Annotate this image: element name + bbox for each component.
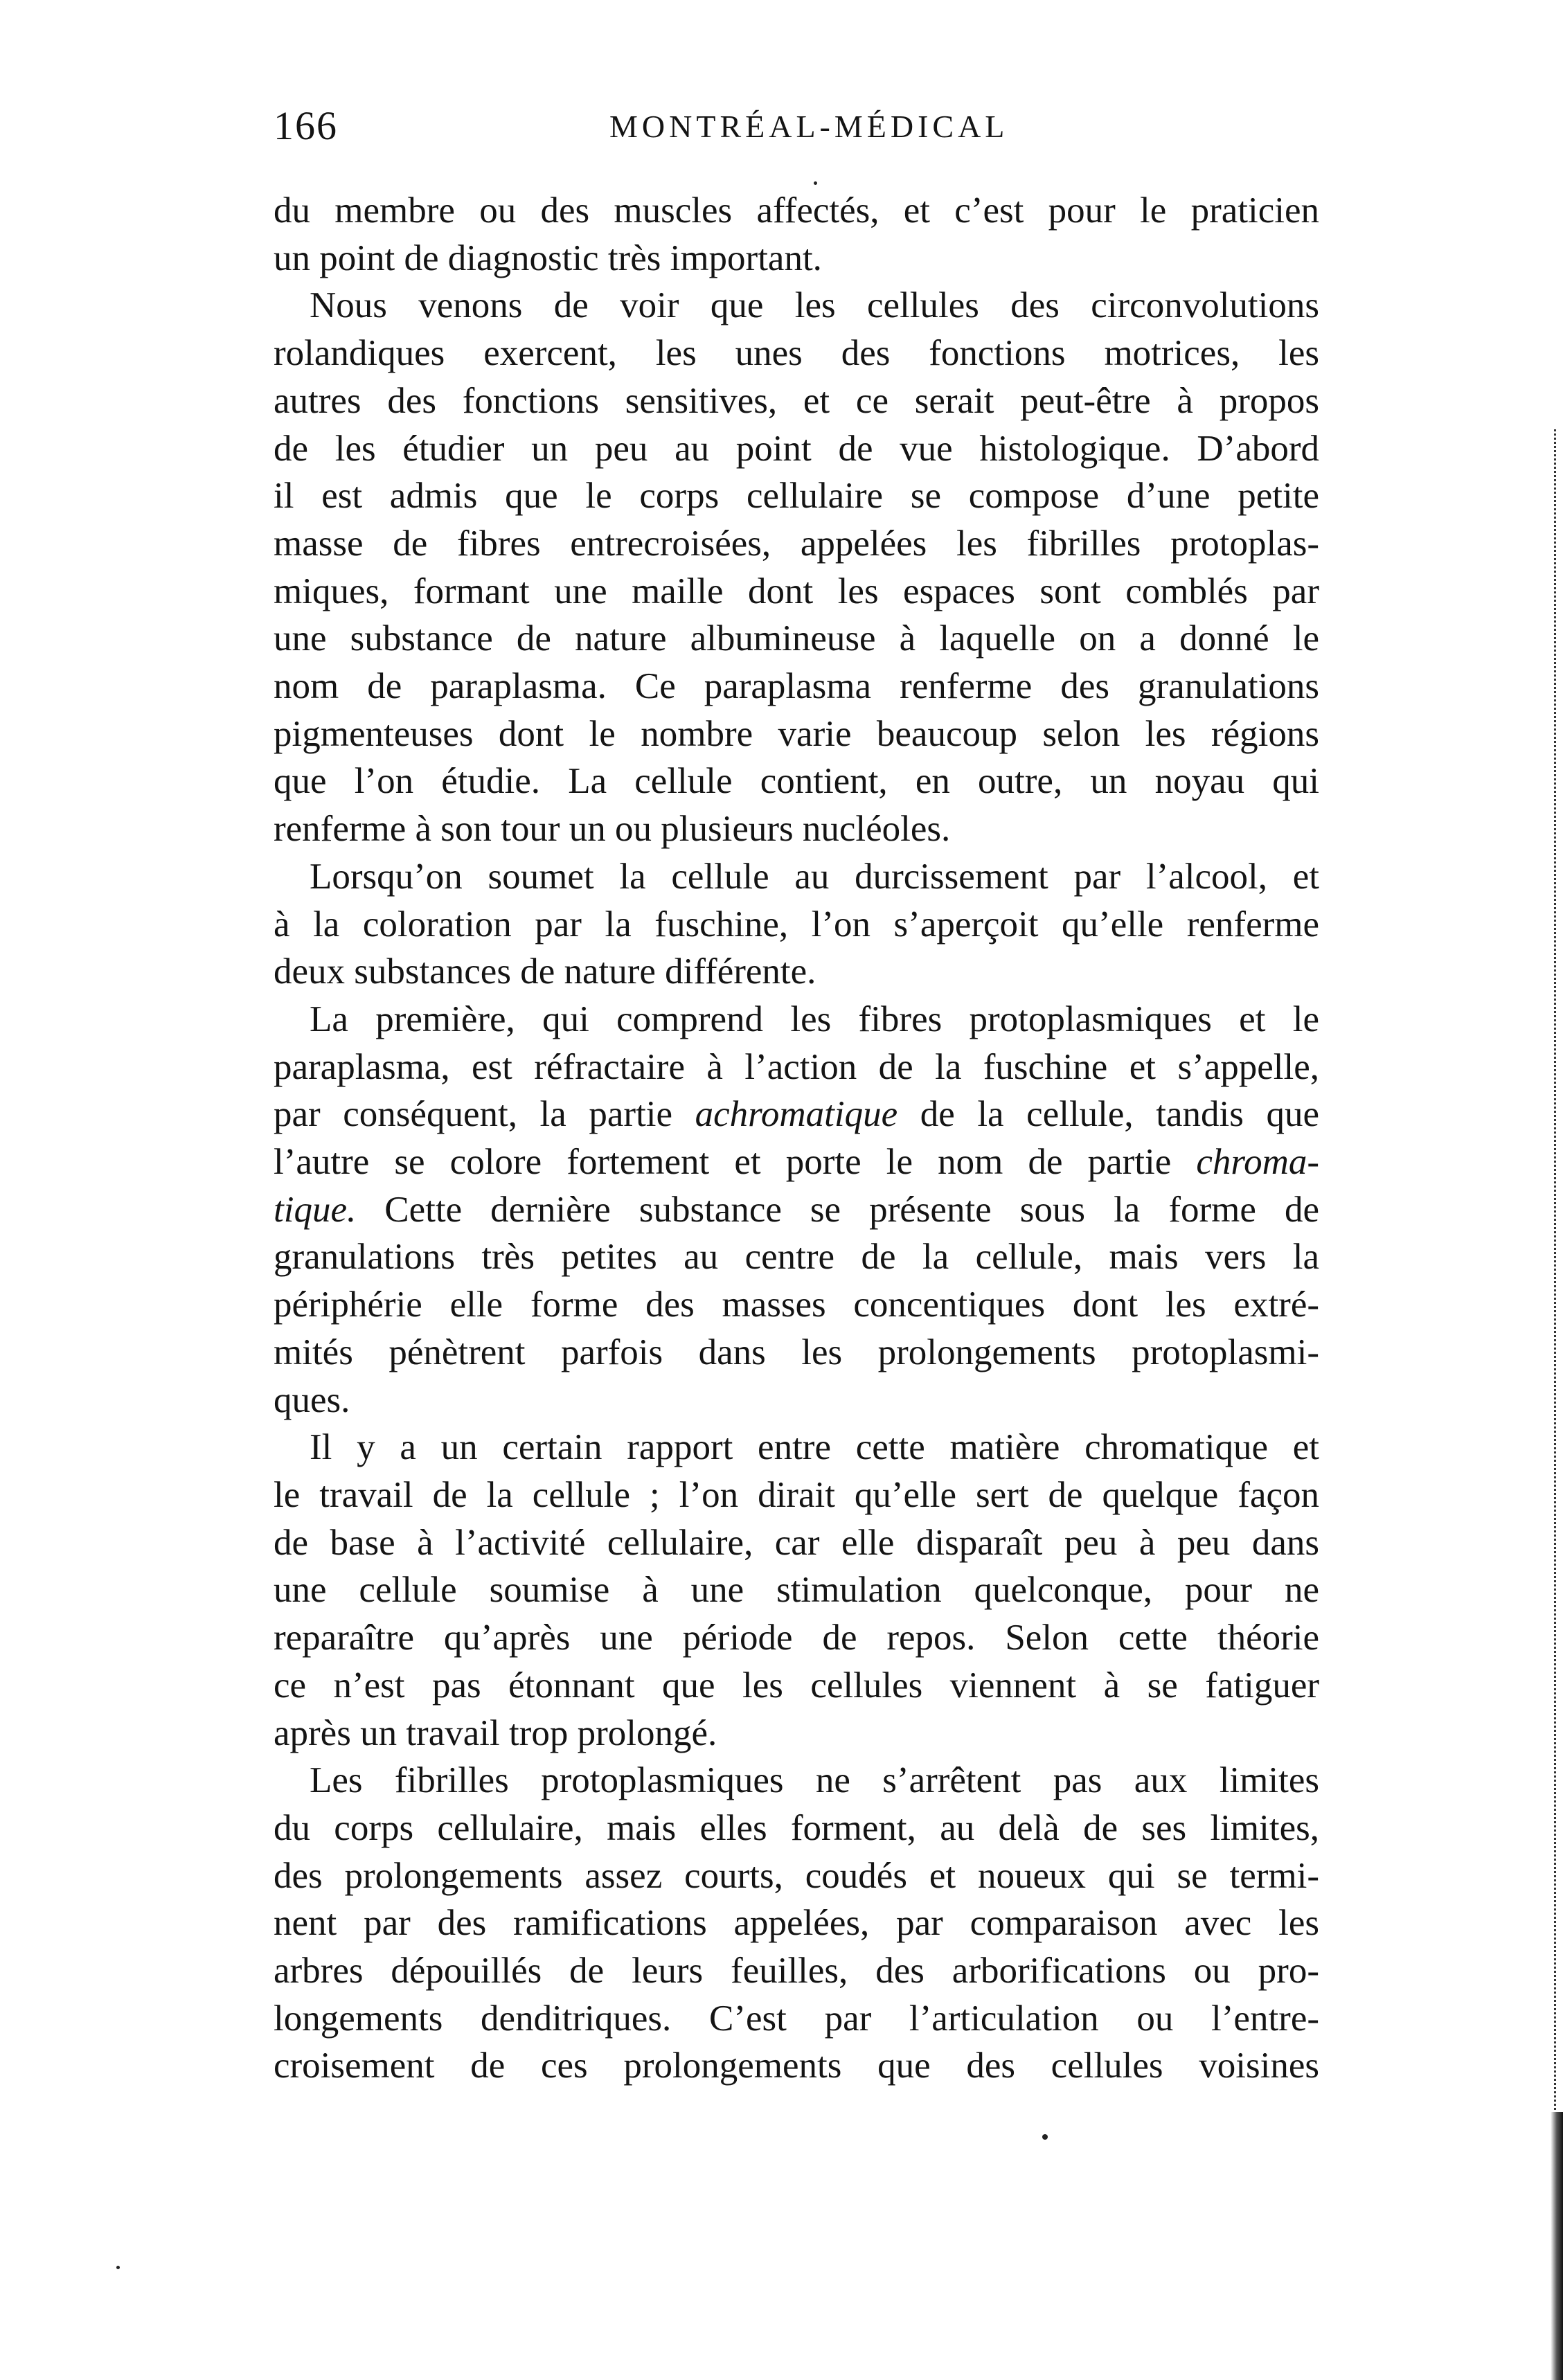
text-line: autres des fonctions sensitives, et ce serait peut-être à propos <box>274 380 1319 421</box>
text-line: La première, qui comprend les fibres protoplasmiques et le <box>310 999 1319 1039</box>
text-line: pigmenteuses dont le nombre varie beaucoup selon les régions <box>274 713 1319 754</box>
text-line: que l’on étudie. La cellule contient, en outre, un noyau qui <box>274 761 1319 802</box>
text-line: périphérie elle forme des masses concentiques dont les extré- <box>274 1285 1319 1325</box>
text-line: tique. Cette dernière substance se présente sous la forme de <box>274 1189 1319 1230</box>
text-line: une cellule soumise à une stimulation quelconque, pour ne <box>274 1570 1319 1611</box>
text-line: ce n’est pas étonnant que les cellules viennent à se fatiguer <box>274 1665 1319 1706</box>
text-line: l’autre se colore fortement et porte le nom de partie chroma- <box>274 1142 1319 1183</box>
text-line: Les fibrilles protoplasmiques ne s’arrêtent pas aux limites <box>310 1760 1319 1801</box>
text-line: paraplasma, est réfractaire à l’action de la fuschine et s’appelle, <box>274 1046 1319 1087</box>
text-line: du corps cellulaire, mais elles forment, au delà de ses limites, <box>274 1807 1319 1848</box>
ink-speck <box>814 181 817 185</box>
text-line: granulations très petites au centre de la cellule, mais vers la <box>274 1237 1319 1278</box>
ink-speck <box>116 2266 120 2269</box>
text-line: par conséquent, la partie achromatique de la cellule, tandis que <box>274 1094 1319 1135</box>
text-line: après un travail trop prolongé. <box>274 1712 717 1753</box>
text-line: arbres dépouillés de leurs feuilles, des arborifications ou pro- <box>274 1951 1319 1992</box>
text-line: mités pénètrent parfois dans les prolongements protoplasmi- <box>274 1332 1319 1372</box>
text-line: nom de paraplasma. Ce paraplasma renferme des granulations <box>274 666 1319 707</box>
text-line: renferme à son tour un ou plusieurs nucléoles. <box>274 809 951 850</box>
text-line: nent par des ramifications appelées, par comparaison avec les <box>274 1903 1319 1944</box>
text-line: rolandiques exercent, les unes des fonctions motrices, les <box>274 333 1319 374</box>
text-line: le travail de la cellule ; l’on dirait qu’elle sert de quelque façon <box>274 1474 1319 1515</box>
text-line: de base à l’activité cellulaire, car elle disparaît peu à peu dans <box>274 1522 1319 1563</box>
text-line: il est admis que le corps cellulaire se compose d’une petite <box>274 476 1319 517</box>
text-line: deux substances de nature différente. <box>274 951 816 992</box>
ink-speck <box>1042 2134 1048 2140</box>
running-head: MONTRÉAL-MÉDICAL <box>609 109 1009 144</box>
text-line: un point de diagnostic très important. <box>274 238 822 278</box>
text-line: de les étudier un peu au point de vue histologique. D’abord <box>274 428 1319 469</box>
body-text <box>274 187 1319 2090</box>
page-header <box>0 102 1563 158</box>
text-line: masse de fibres entrecroisées, appelées les fibrilles protoplas- <box>274 523 1319 564</box>
text-line: reparaître qu’après une période de repos. Selon cette théorie <box>274 1618 1319 1658</box>
text-line: Il y a un certain rapport entre cette matière chromatique et <box>310 1427 1319 1468</box>
text-line: ques. <box>274 1379 350 1420</box>
text-line: du membre ou des muscles affectés, et c’est pour le praticien <box>274 190 1319 231</box>
page-number: 166 <box>274 103 338 148</box>
text-line: Nous venons de voir que les cellules des circonvolutions <box>310 285 1319 326</box>
scan-edge-shadow <box>1554 429 1563 2380</box>
text-line: une substance de nature albumineuse à laquelle on a donné le <box>274 618 1319 659</box>
text-line: longements denditriques. C’est par l’articulation ou l’entre- <box>274 1998 1319 2039</box>
scan-edge-dark <box>1551 2112 1563 2380</box>
text-line: miques, formant une maille dont les espaces sont comblés par <box>274 571 1319 611</box>
text-line: des prolongements assez courts, coudés et noueux qui se termi- <box>274 1855 1319 1896</box>
text-line: Lorsqu’on soumet la cellule au durcissement par l’alcool, et <box>310 856 1319 897</box>
text-line: à la coloration par la fuschine, l’on s’aperçoit qu’elle renferme <box>274 904 1319 945</box>
text-line: croisement de ces prolongements que des cellules voisines <box>274 2046 1319 2086</box>
